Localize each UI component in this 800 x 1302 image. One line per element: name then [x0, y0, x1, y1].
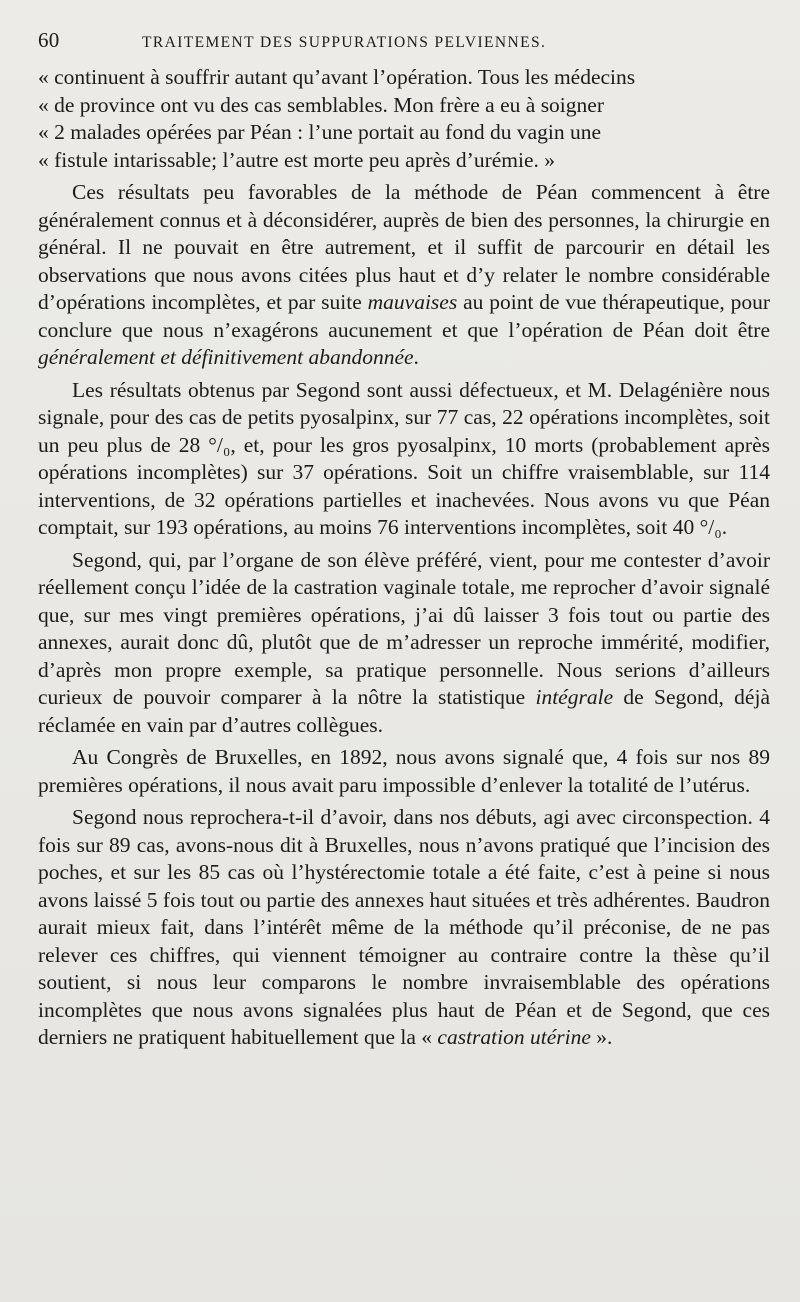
- paragraph-segond-results: Les résultats obtenus par Segond sont aussi défectueux, et M. Delagénière nous signale, pour des cas de petits pyosalpinx, sur 77 cas, 22 opérations incomplètes, soit un peu plus de 28 °/₀, et, pour les gros pyosalpinx, 10 morts (probablement après opérations incomplètes) sur 37 opérations. Soit un chiffre vraisemblable, sur 114 interventions, de 32 opérations partielles et inachevées. Nous avons vu que Péan comptait, sur 193 opérations, au moins 76 interventions incomplètes, soit 40 °/₀.: [38, 377, 770, 539]
- text-run: Ces résultats peu favorables de la méthode de Péan commencent à être généralement connus et à déconsidérer, auprès de bien des personnes, la chirurgie en général. Il ne pouvait en être autrement, et il suffit de parcourir en détail les observations que nous avons citées plus haut et d’y relater le nombre considérable d’opérations incomplètes, et par suite: [38, 180, 770, 314]
- text-run: Segond, qui, par l’organe de son élève préféré, vient, pour me contester d’avoir réellement conçu l’idée de la castration vaginale totale, me reprocher d’avoir signalé que, sur mes vingt premières opérations, j’ai dû laisser 3 fois tout ou partie des annexes, aurait donc dû, plutôt que de m’adresser un reproche immérité, modifier, d’après mon propre exemple, sa pratique personnelle. Nous serions d’ailleurs curieux de pouvoir comparer à la nôtre la statistique: [38, 547, 770, 709]
- paragraph-brussels-congress: Au Congrès de Bruxelles, en 1892, nous avons signalé que, 4 fois sur nos 89 premières opérations, il nous avait paru impossible d’enlever la totalité de l’utérus.: [38, 745, 770, 797]
- quote-line: « de province ont vu des cas semblables. Mon frère a eu à soigner: [38, 92, 604, 117]
- quote-line: « continuent à souffrir autant qu’avant l’opération. Tous les médecins: [38, 65, 636, 89]
- running-title: TRAITEMENT DES SUPPURATIONS PELVIENNES.: [142, 34, 547, 51]
- paragraph-circumspection: [38, 804, 770, 1052]
- quote-line: « fistule intarissable; l’autre est morte peu après d’urémie. »: [38, 147, 556, 172]
- emphasis-castration-uterine: castration utérine: [437, 1025, 591, 1049]
- text-run: de Segond, déjà réclamée en vain par d’autres collègues.: [38, 685, 770, 737]
- quote-line: « 2 malades opérées par Péan : l’une portait au fond du vagin une: [38, 120, 601, 144]
- text-run: .: [413, 345, 419, 369]
- page-number: 60: [38, 28, 60, 52]
- body-text: [38, 64, 770, 1052]
- emphasis-integrale: intégrale: [535, 685, 614, 709]
- emphasis-conclusion: généralement et définitivement abandonnée: [38, 345, 414, 369]
- running-head: [38, 28, 770, 60]
- text-run: Segond nous reprochera-t-il d’avoir, dans nos débuts, agi avec circonspection. 4 fois sur 89 cas, avons-nous dit à Bruxelles, nous n’avons pratiqué que l’incision des poches, et sur les 85 cas où l’hystérectomie totale a été faite, c’est à peine si nous avons laissé 5 fois tout ou partie des annexes haut situées et très adhérentes. Baudron aurait mieux fait, dans l’intérêt même de la méthode qu’il préconise, de ne pas relever ces chiffres, qui viennent témoigner au contraire contre la thèse qu’il soutient, si nous leur comparons le nombre invraisemblable des opérations incomplètes que nous avons signalées plus haut de Péan et de Segond, que ces derniers ne pratiquent habituellement que la «: [38, 805, 770, 1049]
- paragraph-segond-reproach: [38, 547, 770, 740]
- text-run: ».: [590, 1025, 613, 1049]
- emphasis-mauvaises: mauvaises: [367, 290, 458, 314]
- paragraph-pean-results: [38, 179, 770, 372]
- text-run: au point de vue thérapeutique, pour conclure que nous n’exagérons aucunement et que l’opération de Péan doit être: [38, 290, 770, 342]
